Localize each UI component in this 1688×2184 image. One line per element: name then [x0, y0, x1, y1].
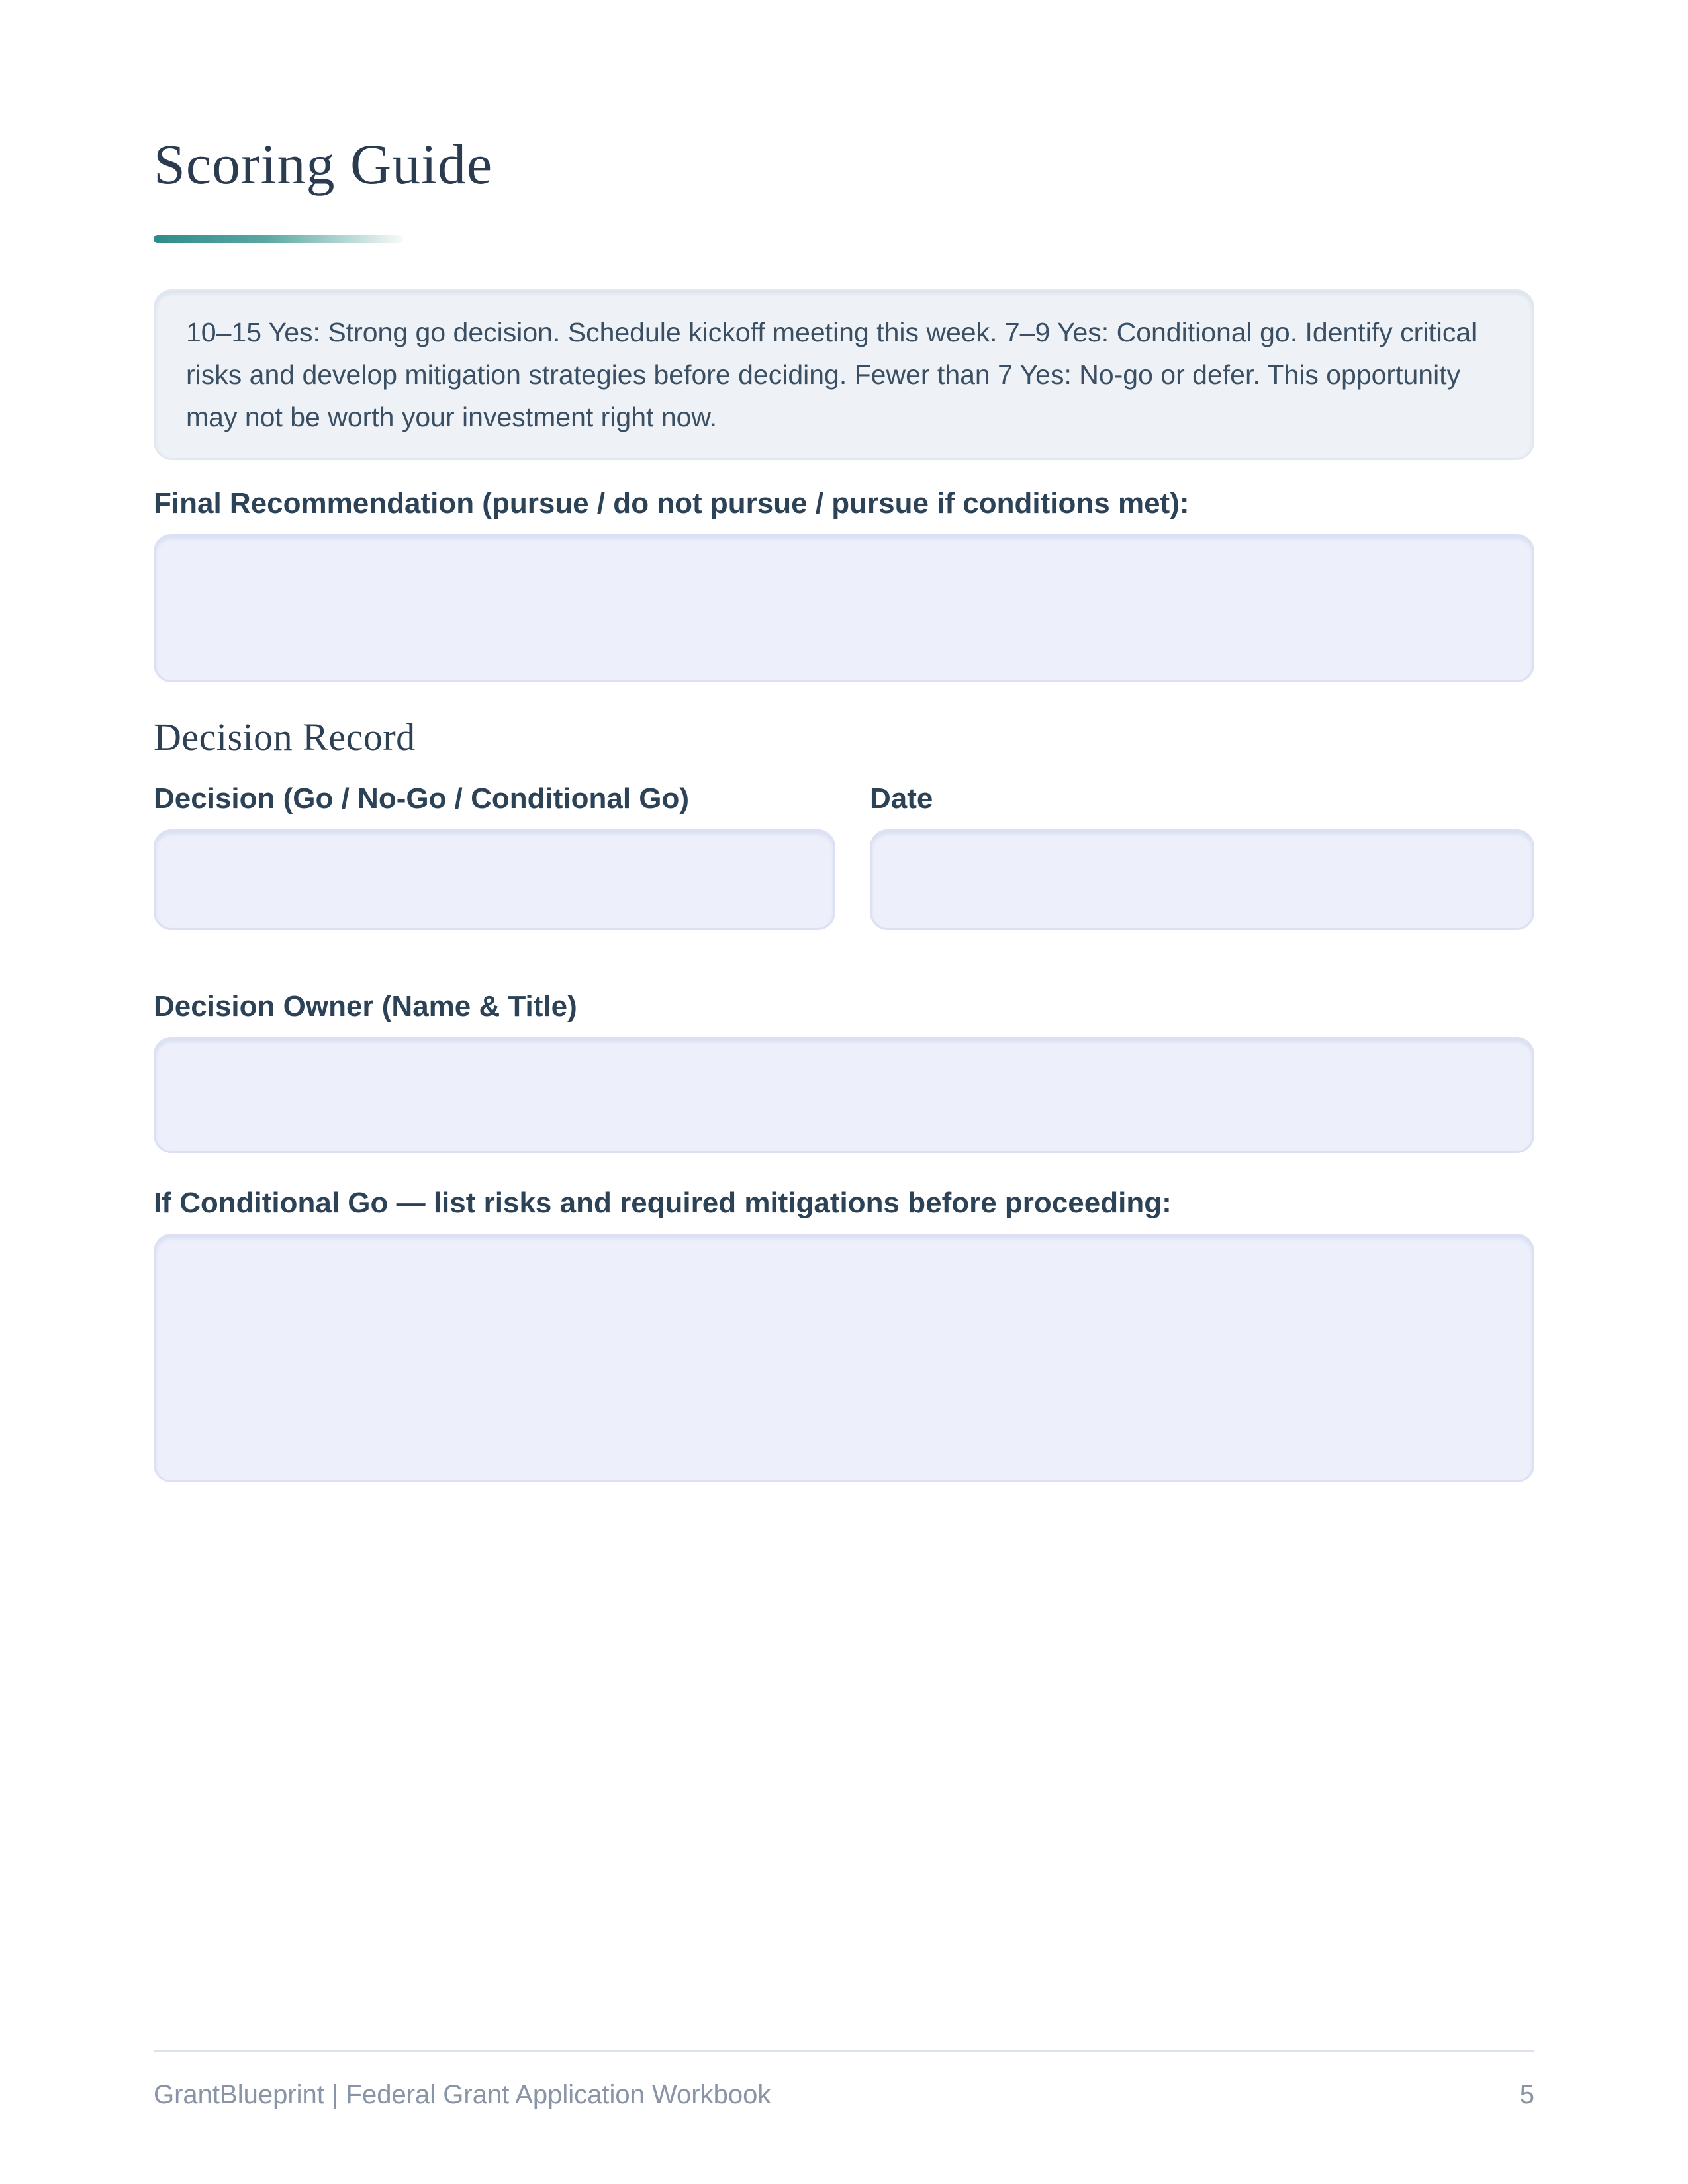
decision-column [154, 783, 835, 930]
page-footer [154, 2050, 1534, 2110]
decision-label: Decision (Go / No-Go / Conditional Go) [154, 782, 690, 815]
decision-input[interactable] [154, 829, 835, 930]
callout-text: 10–15 Yes: Strong go decision. Schedule kickoff meeting this week. 7–9 Yes: Conditional go. Identify critical risks and develop mitigation strategies before deciding. Fewer than 7 Yes: No-go or defer. This opportunity may not be worth your investment right now. [186, 317, 1477, 432]
final-recommendation-label: Final Recommendation (pursue / do not pursue / pursue if conditions met): [154, 487, 1190, 520]
page-title: Scoring Guide [154, 132, 493, 196]
date-column [870, 783, 1534, 930]
decision-owner-input[interactable] [154, 1037, 1534, 1153]
conditional-go-input[interactable] [154, 1234, 1534, 1482]
conditional-go-label: If Conditional Go — list risks and required mitigations before proceeding: [154, 1187, 1172, 1219]
footer-workbook-title: GrantBlueprint | Federal Grant Application Workbook [154, 2080, 771, 2109]
date-input[interactable] [870, 829, 1534, 930]
scoring-guide-callout [154, 289, 1534, 460]
footer-page-number: 5 [1519, 2080, 1534, 2109]
decision-owner-label: Decision Owner (Name & Title) [154, 990, 577, 1023]
decision-date-row [154, 783, 1534, 930]
title-accent-rule [154, 235, 403, 243]
decision-record-heading: Decision Record [154, 715, 416, 758]
final-recommendation-input[interactable] [154, 534, 1534, 682]
date-label: Date [870, 782, 933, 815]
